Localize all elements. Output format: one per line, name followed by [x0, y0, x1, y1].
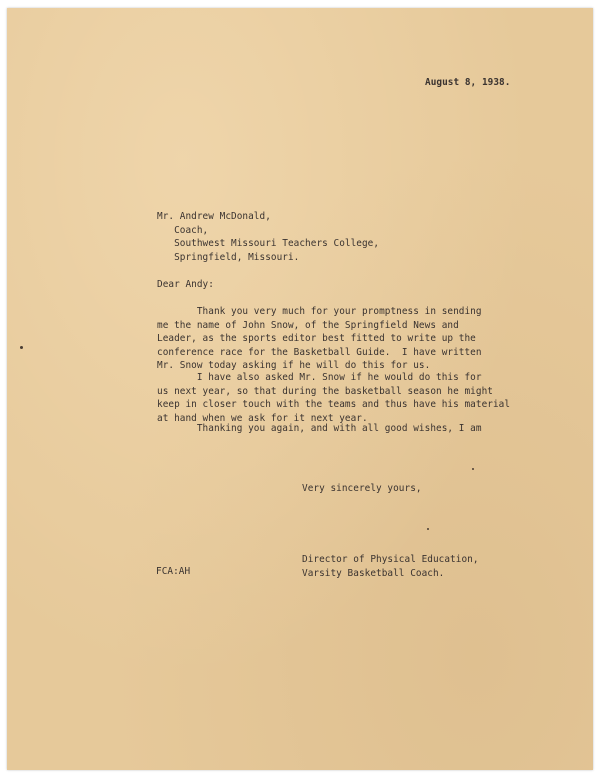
paragraph-line: Leader, as the sports editor best fitted to write up the [157, 333, 476, 345]
paper-speck [427, 528, 429, 530]
body-paragraph-1 [157, 305, 482, 373]
letter-page [7, 8, 593, 770]
complimentary-closing: Very sincerely yours, [302, 483, 422, 494]
body-paragraph-3 [157, 422, 482, 436]
paper-speck [20, 346, 23, 349]
paragraph-line: me the name of John Snow, of the Springfield News and [157, 319, 459, 331]
salutation: Dear Andy: [157, 279, 214, 290]
paper-speck [472, 468, 474, 470]
address-line: Springfield, Missouri. [157, 251, 300, 263]
address-line: Coach, [157, 224, 209, 236]
signature-title [302, 553, 479, 580]
paragraph-line: us next year, so that during the basketball season he might [157, 385, 493, 397]
paragraph-line: Thank you very much for your promptness in sending [157, 306, 482, 317]
recipient-address [157, 210, 379, 264]
paragraph-line: conference race for the Basketball Guide. I have written [157, 346, 482, 358]
address-line: Mr. Andrew McDonald, [157, 211, 271, 222]
address-line: Southwest Missouri Teachers College, [157, 238, 380, 250]
paragraph-line: Thanking you again, and with all good wishes, I am [157, 423, 482, 434]
title-line: Varsity Basketball Coach. [302, 567, 445, 579]
typist-initials: FCA:AH [156, 566, 191, 577]
paragraph-line: I have also asked Mr. Snow if he would do this for [157, 372, 482, 383]
letter-date: August 8, 1938. [425, 77, 511, 88]
paragraph-line: Mr. Snow today asking if he will do this for us. [157, 360, 431, 372]
paragraph-line: keep in closer touch with the teams and thus have his material [157, 399, 511, 411]
paragraph-line: at hand when we ask for it next year. [157, 412, 368, 424]
body-paragraph-2 [157, 371, 510, 425]
title-line: Director of Physical Education, [302, 554, 479, 565]
